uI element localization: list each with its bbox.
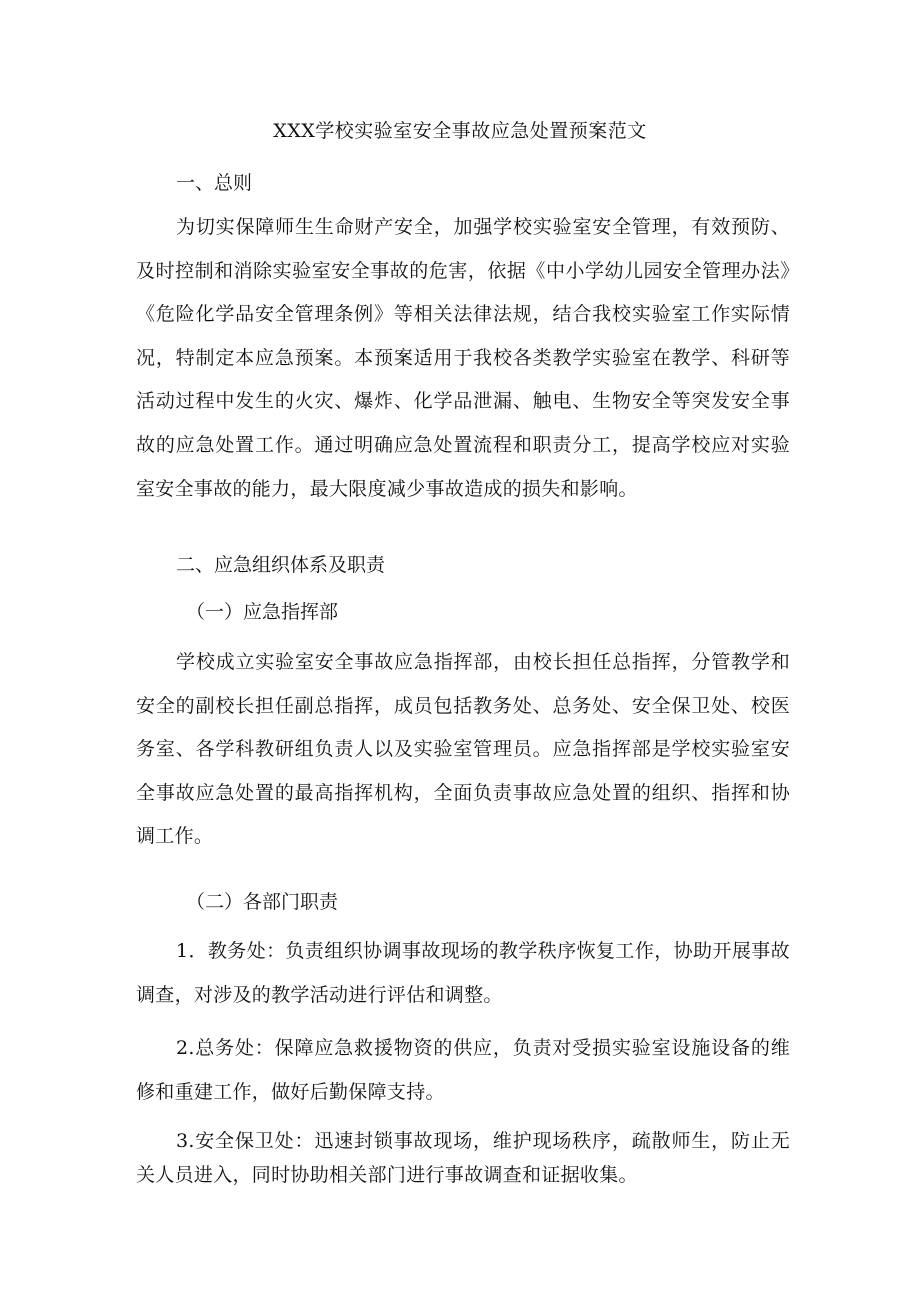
paragraph-command: 学校成立实验室安全事故应急指挥部，由校长担任总指挥，分管教学和安全的副校长担任副总指挥，成员包括教务处、总务处、安全保卫处、校医务室、各学科教研组负责人以及实验室管理员。应急指挥部是学校实验室安全事故应急处置的最高指挥机构，全面负责事故应急处置的组织、指挥和协调工作。 [136,651,790,848]
sub-heading-departments: （二）各部门职责 [186,891,339,913]
sub-heading-command: （一）应急指挥部 [186,601,339,623]
list-item-dept-2: 2.总务处：保障应急救援物资的供应，负责对受损实验室设施设备的维修和重建工作，做好后勤保障支持。 [136,1037,790,1103]
paragraph-general: 为切实保障师生生命财产安全，加强学校实验室安全管理，有效预防、及时控制和消除实验室安全事故的危害，依据《中小学幼儿园安全管理办法》《危险化学品安全管理条例》等相关法律法规，结合我校实验室工作实际情况，特制定本应急预案。本预案适用于我校各类教学实验室在教学、科研等活动过程中发生的火灾、爆炸、化学品泄漏、触电、生物安全等突发安全事故的应急处置工作。通过明确应急处置流程和职责分工，提高学校应对实验室安全事故的能力，最大限度减少事故造成的损失和影响。 [136,216,790,500]
section-heading-organization: 二、应急组织体系及职责 [176,554,386,576]
list-item-dept-3: 3.安全保卫处：迅速封锁事故现场，维护现场秩序，疏散师生，防止无关人员进入，同时协助相关部门进行事故调查和证据收集。 [136,1130,790,1186]
list-item-dept-1: 1．教务处：负责组织协调事故现场的教学秩序恢复工作，协助开展事故调查，对涉及的教学活动进行评估和调整。 [136,940,790,1006]
section-heading-general: 一、总则 [176,172,253,194]
document-title: XXX学校实验室安全事故应急处置预案范文 [273,120,647,142]
